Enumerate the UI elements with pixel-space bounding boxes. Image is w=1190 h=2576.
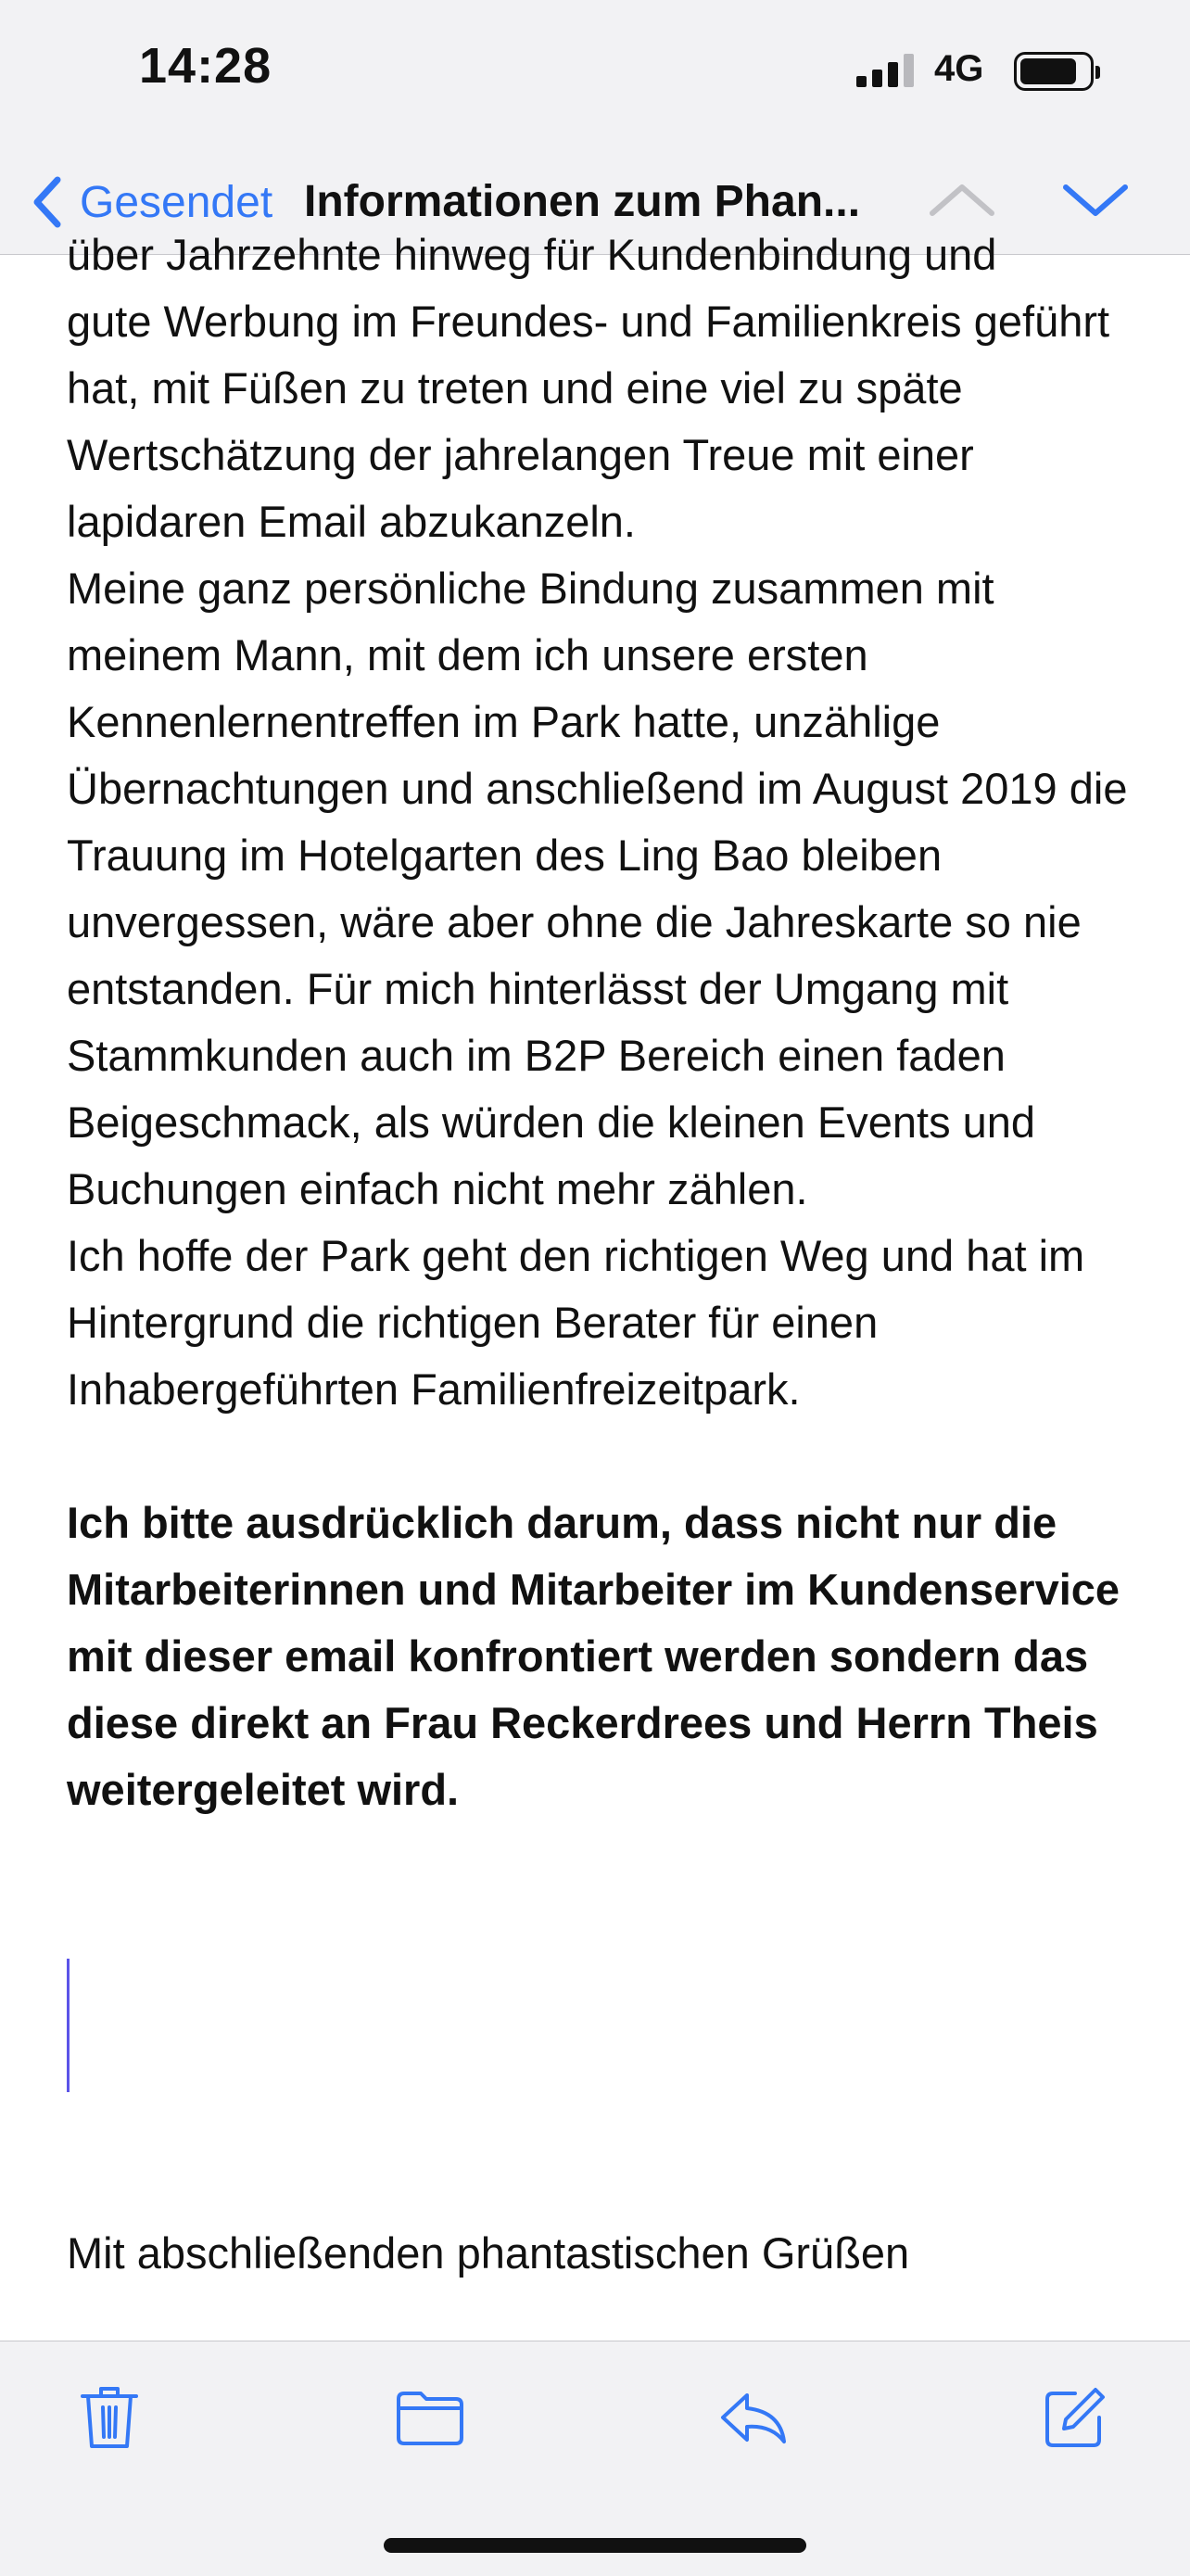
status-time: 14:28: [139, 38, 272, 94]
bold-paragraph: Ich bitte ausdrücklich darum, dass nicht nur die Mitarbeiterinnen und Mitarbeiter im Kundenservice mit dieser email konfrontiert werden sondern das diese direkt an Frau Reckerdrees und Herrn Theis weitergeleitet wird.: [67, 1498, 1120, 1814]
move-to-folder-button[interactable]: [393, 2382, 467, 2456]
compose-icon: [1042, 2384, 1108, 2455]
back-label: Gesendet: [80, 177, 273, 227]
signal-icon: [856, 54, 918, 87]
home-indicator[interactable]: [384, 2538, 806, 2553]
email-body[interactable]: [0, 230, 1190, 2341]
partial-line: über Jahrzehnte hinweg für Kundenbindung und: [67, 230, 997, 279]
paragraph: Ich hoffe der Park geht den richtigen Weg und hat im Hintergrund die richtigen Berater für einen Inhabergeführten Familienfreizeitpark.: [67, 1231, 1085, 1414]
blank-line: [67, 1423, 1142, 1490]
closing-line: Mit abschließenden phantastischen Grüßen: [67, 2228, 910, 2278]
email-subject-title: Informationen zum Phan...: [304, 177, 861, 226]
text-cursor: [67, 1959, 70, 2092]
email-text[interactable]: [67, 222, 1142, 1823]
compose-button[interactable]: [1038, 2382, 1112, 2456]
status-bar: [0, 0, 1190, 148]
reply-icon: [717, 2388, 791, 2452]
reply-button[interactable]: [717, 2382, 791, 2456]
network-label: 4G: [934, 48, 984, 89]
trash-icon: [79, 2383, 140, 2456]
folder-icon: [395, 2388, 465, 2452]
paragraph: gute Werbung im Freundes- und Familienkreis geführt hat, mit Füßen zu treten und eine viel zu späte Wertschätzung der jahrelangen Treue mit einer lapidaren Email abzukanzeln.: [67, 297, 1110, 546]
paragraph: Meine ganz persönliche Bindung zusammen mit meinem Mann, mit dem ich unsere ersten Kennenlernentreffen im Park hatte, unzählige Übernachtungen und anschließend im August 2019 die Trauung im Hotelgarten des Ling Bao bleiben unvergessen, wäre aber ohne die Jahreskarte so nie entstanden. Für mich hinterlässt der Umgang mit Stammkunden auch im B2P Bereich einen faden Beigeschmack, als würden die kleinen Events und Buchungen einfach nicht mehr zählen.: [67, 564, 1128, 1213]
battery-icon: [1014, 52, 1094, 91]
delete-button[interactable]: [72, 2382, 146, 2456]
chevron-left-icon: [30, 174, 63, 230]
